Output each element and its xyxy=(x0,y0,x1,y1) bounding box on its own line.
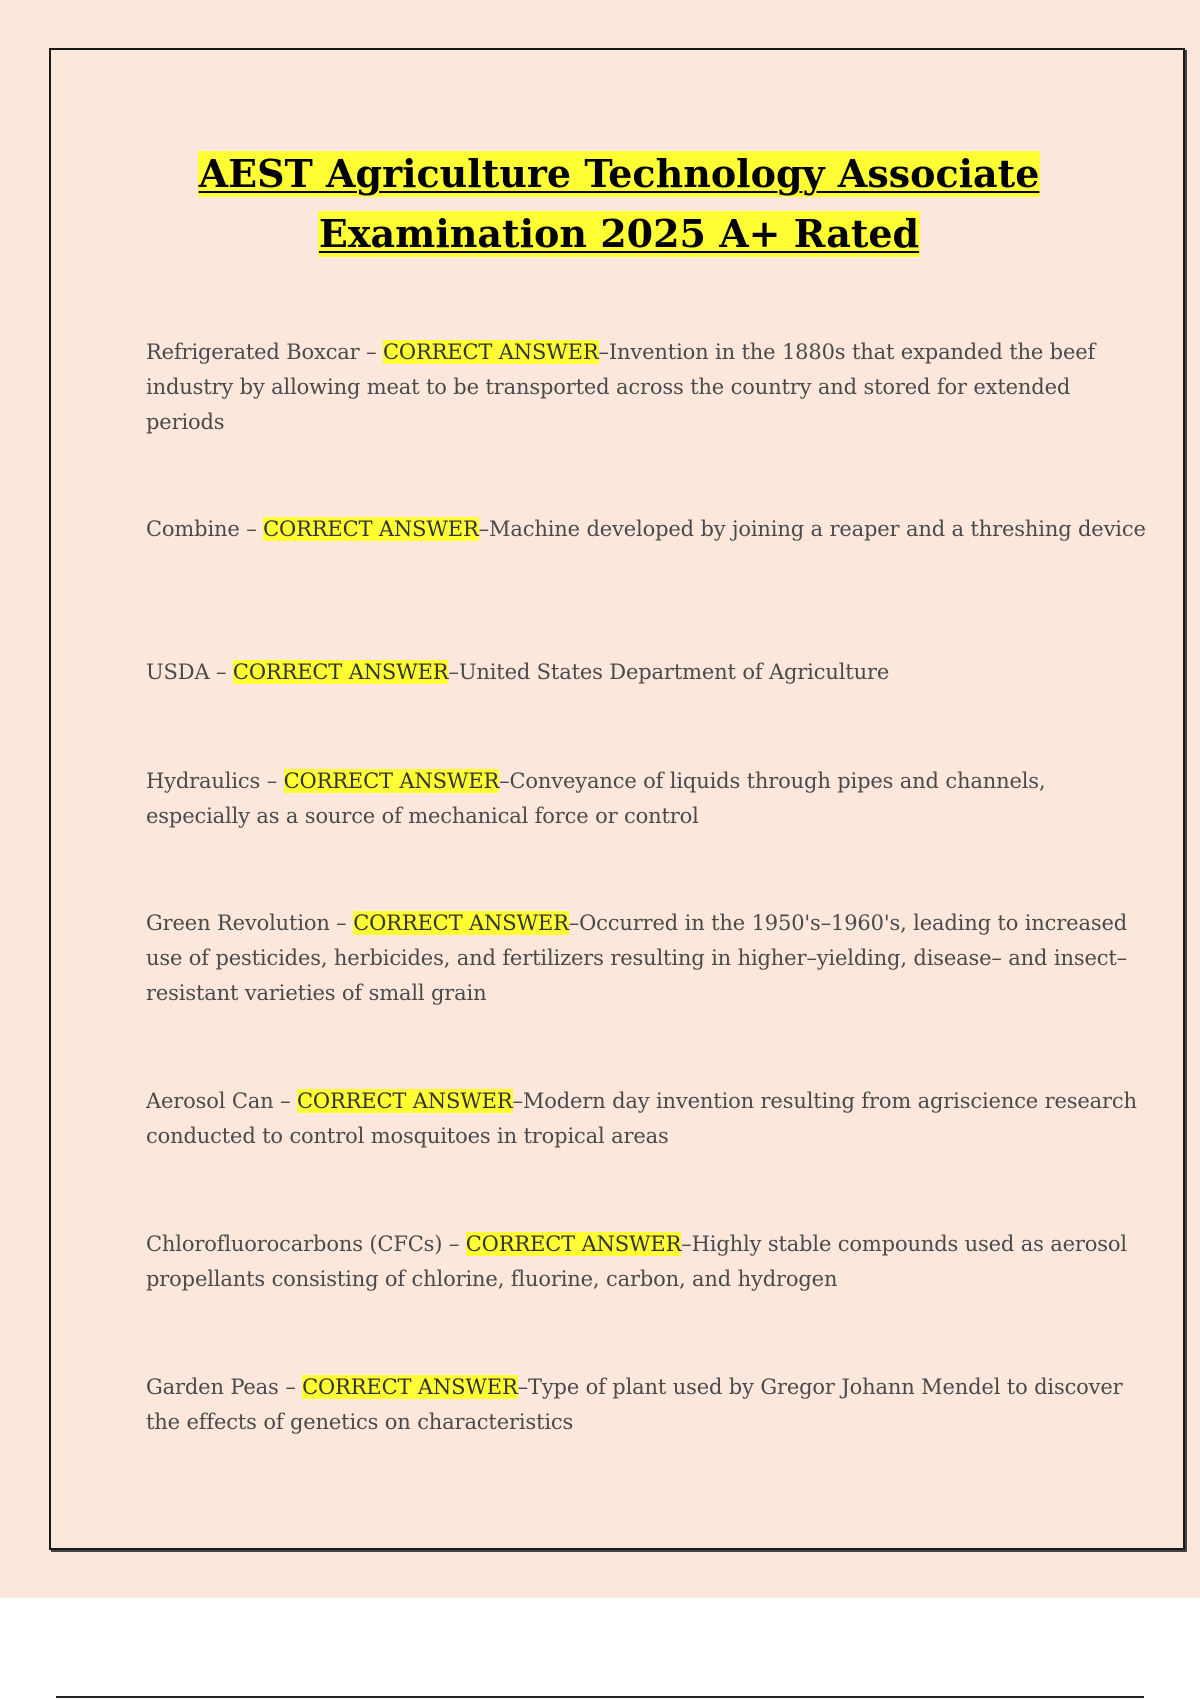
qa-item xyxy=(146,906,1146,1011)
answer-joiner: – xyxy=(681,1232,692,1256)
separator: – xyxy=(209,660,233,684)
separator: – xyxy=(359,340,383,364)
separator: – xyxy=(273,1089,297,1113)
answer-joiner: – xyxy=(517,1375,528,1399)
separator: – xyxy=(442,1232,466,1256)
term: Refrigerated Boxcar xyxy=(146,340,360,364)
answer-joiner: – xyxy=(448,660,459,684)
document-frame xyxy=(49,48,1185,1550)
definition: United States Department of Agriculture xyxy=(458,660,890,684)
answer-joiner: – xyxy=(512,1089,523,1113)
separator: – xyxy=(329,911,354,935)
title-line-2: Examination 2025 A+ Rated xyxy=(318,211,920,256)
answer-tag: CORRECT ANSWER xyxy=(296,1089,513,1113)
separator: – xyxy=(260,769,284,793)
qa-item xyxy=(146,335,1146,440)
separator: – xyxy=(278,1375,303,1399)
term: Green Revolution xyxy=(146,911,330,935)
term: Garden Peas xyxy=(146,1375,279,1399)
qa-item xyxy=(146,655,1146,690)
separator: – xyxy=(239,517,264,541)
answer-tag: CORRECT ANSWER xyxy=(465,1232,682,1256)
definition: Modern day invention resulting from agriscience research conducted to control mosquitoes in tropical areas xyxy=(146,1089,1137,1148)
definition: Highly stable compounds used as aerosol propellants consisting of chlorine, fluorine, carbon, and hydrogen xyxy=(146,1232,1127,1291)
term: Aerosol Can xyxy=(146,1089,274,1113)
definition: Occurred in the 1950's–1960's, leading to increased use of pesticides, herbicides, and fertilizers resulting in higher–yielding, disease– and insect–resistant varieties of small grain xyxy=(146,911,1128,1005)
answer-joiner: – xyxy=(499,769,510,793)
qa-item xyxy=(146,1227,1146,1297)
definition: Type of plant used by Gregor Johann Mendel to discover the effects of genetics on characteristics xyxy=(146,1375,1123,1434)
answer-tag: CORRECT ANSWER xyxy=(263,517,479,541)
answer-tag: CORRECT ANSWER xyxy=(232,660,449,684)
document-title xyxy=(51,144,1187,264)
term: Combine xyxy=(146,517,240,541)
title-line-1: AEST Agriculture Technology Associate xyxy=(198,151,1040,196)
term: Hydraulics xyxy=(146,769,261,793)
answer-tag: CORRECT ANSWER xyxy=(353,911,569,935)
qa-item xyxy=(146,512,1146,547)
answer-tag: CORRECT ANSWER xyxy=(302,1375,518,1399)
definition: Conveyance of liquids through pipes and channels, especially as a source of mechanical force or control xyxy=(146,769,1046,828)
definition: Invention in the 1880s that expanded the beef industry by allowing meat to be transported across the country and stored for extended periods xyxy=(146,340,1096,434)
term: Chlorofluorocarbons (CFCs) xyxy=(146,1232,443,1256)
answer-tag: CORRECT ANSWER xyxy=(283,769,500,793)
answer-joiner: – xyxy=(598,340,609,364)
definition: Machine developed by joining a reaper and a threshing device xyxy=(489,517,1146,541)
qa-item xyxy=(146,764,1146,834)
answer-tag: CORRECT ANSWER xyxy=(382,340,599,364)
qa-item xyxy=(146,1370,1146,1440)
answer-joiner: – xyxy=(478,517,489,541)
term: USDA xyxy=(146,660,210,684)
footer-rule xyxy=(56,1696,1144,1698)
qa-item xyxy=(146,1084,1146,1154)
answer-joiner: – xyxy=(568,911,580,935)
